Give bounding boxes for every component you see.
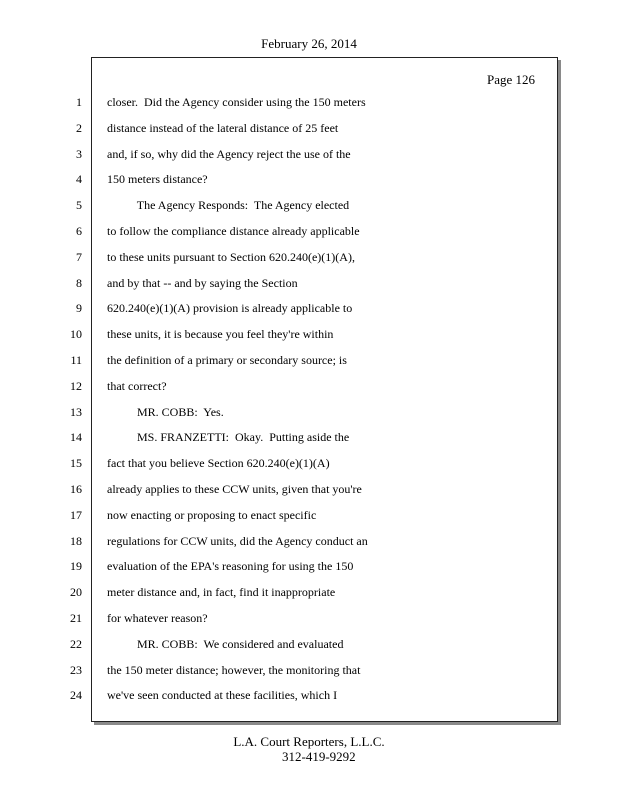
line-number: 13 — [70, 404, 82, 419]
line-number: 23 — [70, 662, 82, 677]
line-text: the 150 meter distance; however, the monitoring that — [107, 662, 361, 677]
transcript-date: February 26, 2014 — [261, 36, 357, 51]
line-text: and by that -- and by saying the Section — [107, 275, 298, 290]
line-text: fact that you believe Section 620.240(e)(1)(A) — [107, 456, 330, 471]
line-number: 8 — [76, 275, 82, 290]
footer-phone: 312-419-9292 — [282, 749, 356, 764]
line-text: we've seen conducted at these facilities, which I — [107, 688, 338, 703]
line-text: evaluation of the EPA's reasoning for using the 150 — [107, 559, 354, 574]
footer-company: L.A. Court Reporters, L.L.C. — [233, 734, 385, 749]
page-number: Page 126 — [487, 72, 536, 87]
transcript-line — [0, 379, 618, 405]
transcript-line — [0, 276, 618, 302]
transcript-line — [0, 121, 618, 147]
transcript-line — [0, 353, 618, 379]
line-number: 16 — [70, 482, 82, 496]
transcript-line — [0, 663, 618, 689]
transcript-line — [0, 224, 618, 250]
transcript-line — [0, 611, 618, 637]
line-text: closer. Did the Agency consider using the 150 meters — [107, 95, 366, 109]
line-number: 11 — [70, 353, 82, 367]
line-number: 9 — [76, 301, 82, 316]
transcript-line — [0, 534, 618, 560]
line-number: 4 — [76, 172, 82, 187]
transcript-line — [0, 637, 618, 663]
line-text: meter distance and, in fact, find it inappropriate — [107, 585, 336, 600]
line-number: 19 — [70, 559, 82, 574]
transcript-line — [0, 95, 618, 121]
line-number: 15 — [70, 456, 82, 471]
transcript-line — [0, 456, 618, 482]
transcript-line — [0, 301, 618, 327]
transcript-line — [0, 585, 618, 611]
line-number: 12 — [70, 378, 82, 393]
line-text: that correct? — [107, 378, 167, 393]
line-text: 620.240(e)(1)(A) provision is already applicable to — [107, 301, 353, 316]
line-text: to these units pursuant to Section 620.240(e)(1)(A), — [107, 249, 355, 264]
line-text: already applies to these CCW units, given that you're — [107, 482, 362, 496]
line-text: now enacting or proposing to enact specific — [107, 507, 317, 522]
line-number: 21 — [70, 611, 82, 625]
line-number: 20 — [70, 585, 82, 600]
transcript-line — [0, 198, 618, 224]
line-number: 22 — [70, 636, 82, 651]
line-number: 14 — [70, 430, 82, 445]
line-number: 3 — [76, 146, 82, 161]
line-number: 5 — [76, 198, 82, 213]
line-number: 7 — [76, 249, 82, 264]
line-number: 6 — [76, 224, 82, 238]
transcript-line — [0, 172, 618, 198]
transcript-line — [0, 482, 618, 508]
line-text: MS. FRANZETTI: Okay. Putting aside the — [107, 430, 350, 445]
line-number: 18 — [70, 533, 82, 548]
line-text: 150 meters distance? — [107, 172, 208, 187]
transcript-line — [0, 405, 618, 431]
transcript-line — [0, 508, 618, 534]
line-number: 1 — [76, 95, 82, 109]
line-text: distance instead of the lateral distance of 25 feet — [107, 120, 339, 135]
line-text: for whatever reason? — [107, 611, 208, 625]
transcript-line — [0, 559, 618, 585]
line-text: these units, it is because you feel they're within — [107, 327, 334, 342]
line-text: the definition of a primary or secondary source; is — [107, 353, 347, 367]
line-text: to follow the compliance distance already applicable — [107, 224, 360, 238]
line-text: and, if so, why did the Agency reject the use of the — [107, 146, 351, 161]
transcript-line — [0, 147, 618, 173]
line-number: 24 — [70, 688, 82, 703]
transcript-line — [0, 688, 618, 714]
line-text: regulations for CCW units, did the Agency conduct an — [107, 533, 368, 548]
line-number: 2 — [76, 120, 82, 135]
transcript-line — [0, 250, 618, 276]
transcript-line — [0, 430, 618, 456]
line-number: 17 — [70, 507, 82, 522]
line-text: The Agency Responds: The Agency elected — [107, 198, 350, 213]
line-text: MR. COBB: Yes. — [107, 404, 224, 419]
transcript-line — [0, 327, 618, 353]
line-number: 10 — [70, 327, 82, 342]
line-text: MR. COBB: We considered and evaluated — [107, 636, 344, 651]
